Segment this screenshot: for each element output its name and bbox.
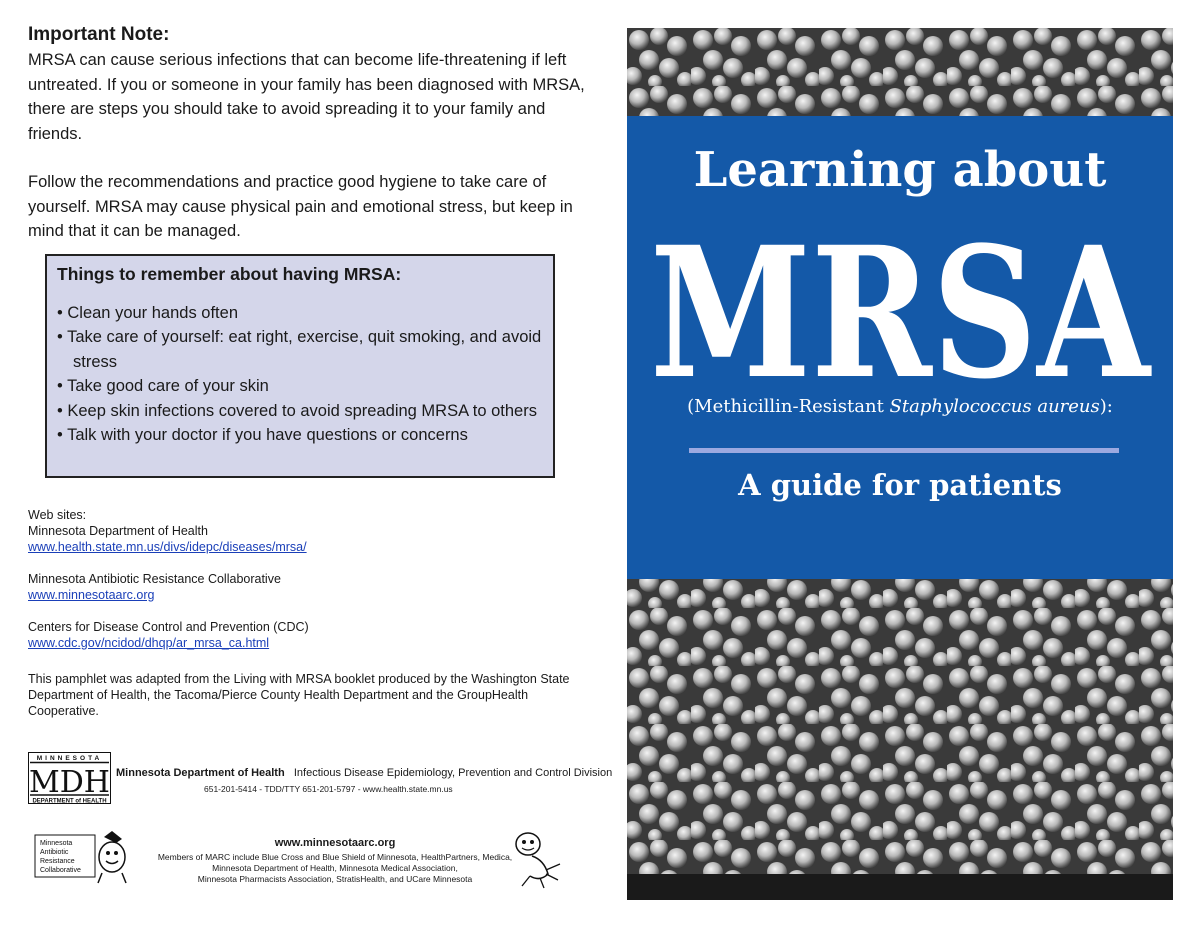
marc-members-line: Minnesota Department of Health, Minnesota Medical Association, <box>212 863 458 873</box>
websites-section <box>28 507 588 651</box>
list-item: • Clean your hands often <box>57 301 543 325</box>
cover-title-band <box>627 116 1173 579</box>
mdh-info <box>116 767 612 794</box>
mdh-link[interactable]: www.health.state.mn.us/divs/idepc/diseases/mrsa/ <box>28 540 307 554</box>
site-org: Minnesota Department of Health <box>28 524 208 538</box>
cover-divider <box>689 448 1119 453</box>
box-title: Things to remember about having MRSA: <box>57 264 402 284</box>
site-org: Centers for Disease Control and Prevention (CDC) <box>28 620 309 634</box>
svg-text:Resistance: Resistance <box>40 858 75 865</box>
list-item: • Take care of yourself: eat right, exercise, quit smoking, and avoid stress <box>57 325 543 374</box>
marc-link[interactable]: www.minnesotaarc.org <box>28 588 155 602</box>
mdh-contact: 651-201-5414 - TDD/TTY 651-201-5797 - www.health.state.mn.us <box>204 784 453 794</box>
site-org: Minnesota Antibiotic Resistance Collaborative <box>28 572 281 586</box>
remember-list <box>57 301 543 447</box>
important-note-heading: Important Note: <box>28 24 170 45</box>
cover-subtitle: A guide for patients <box>738 468 1062 502</box>
cdc-link[interactable]: www.cdc.gov/ncidod/dhqp/ar_mrsa_ca.html <box>28 636 270 650</box>
adapted-note: This pamphlet was adapted from the Living with MRSA booklet produced by the Washington State Department of Health, the Tacoma/Pierce County Health Department and the GroupHealth Cooperative. <box>28 672 570 718</box>
svg-text:MDH: MDH <box>29 765 110 800</box>
marc-info <box>150 838 520 885</box>
mdh-name: Minnesota Department of Health <box>116 767 285 779</box>
svg-text:MINNESOTA: MINNESOTA <box>36 755 103 762</box>
svg-text:Antibiotic: Antibiotic <box>40 849 69 856</box>
hygiene-paragraph: Follow the recommendations and practice good hygiene to take care of yourself. MRSA may cause physical pain and emotional stress, but keep in mind that it can be managed. <box>28 173 573 240</box>
cover-mrsa-title <box>643 216 1157 386</box>
mdh-logo <box>28 752 111 804</box>
svg-text:MRSA: MRSA <box>650 216 1152 386</box>
germ-cartoon-icon <box>510 830 570 890</box>
svg-text:Minnesota: Minnesota <box>40 840 73 847</box>
cover-learning-about: Learning about <box>693 142 1107 198</box>
marc-mascot-logo <box>32 827 132 887</box>
cover-panel <box>627 28 1173 900</box>
websites-heading: Web sites: <box>28 508 87 522</box>
list-item: • Keep skin infections covered to avoid spreading MRSA to others <box>57 399 543 423</box>
cover-bottom-bar <box>627 874 1173 900</box>
list-item: • Take good care of your skin <box>57 374 543 398</box>
intro-paragraph: MRSA can cause serious infections that can become life-threatening if left untreated. If you or someone in your family has been diagnosed with MRSA, there are steps you should take to avoid spreading it to your family and friends. <box>28 51 585 143</box>
things-to-remember-box <box>45 254 555 478</box>
svg-text:Collaborative: Collaborative <box>40 867 81 874</box>
cover-scientific-name: (Methicillin-Resistant Staphylococcus aureus): <box>687 396 1113 417</box>
marc-url: www.minnesotaarc.org <box>274 837 396 849</box>
left-panel <box>28 24 588 244</box>
marc-members-line: Minnesota Pharmacists Association, StratisHealth, and UCare Minnesota <box>197 874 473 884</box>
mdh-division: Infectious Disease Epidemiology, Prevention and Control Division <box>293 767 613 779</box>
list-item: • Talk with your doctor if you have questions or concerns <box>57 423 543 447</box>
marc-members-line: Members of MARC include Blue Cross and Blue Shield of Minnesota, HealthPartners, Medica, <box>157 852 513 862</box>
svg-text:DEPARTMENT of HEALTH: DEPARTMENT of HEALTH <box>32 798 107 804</box>
